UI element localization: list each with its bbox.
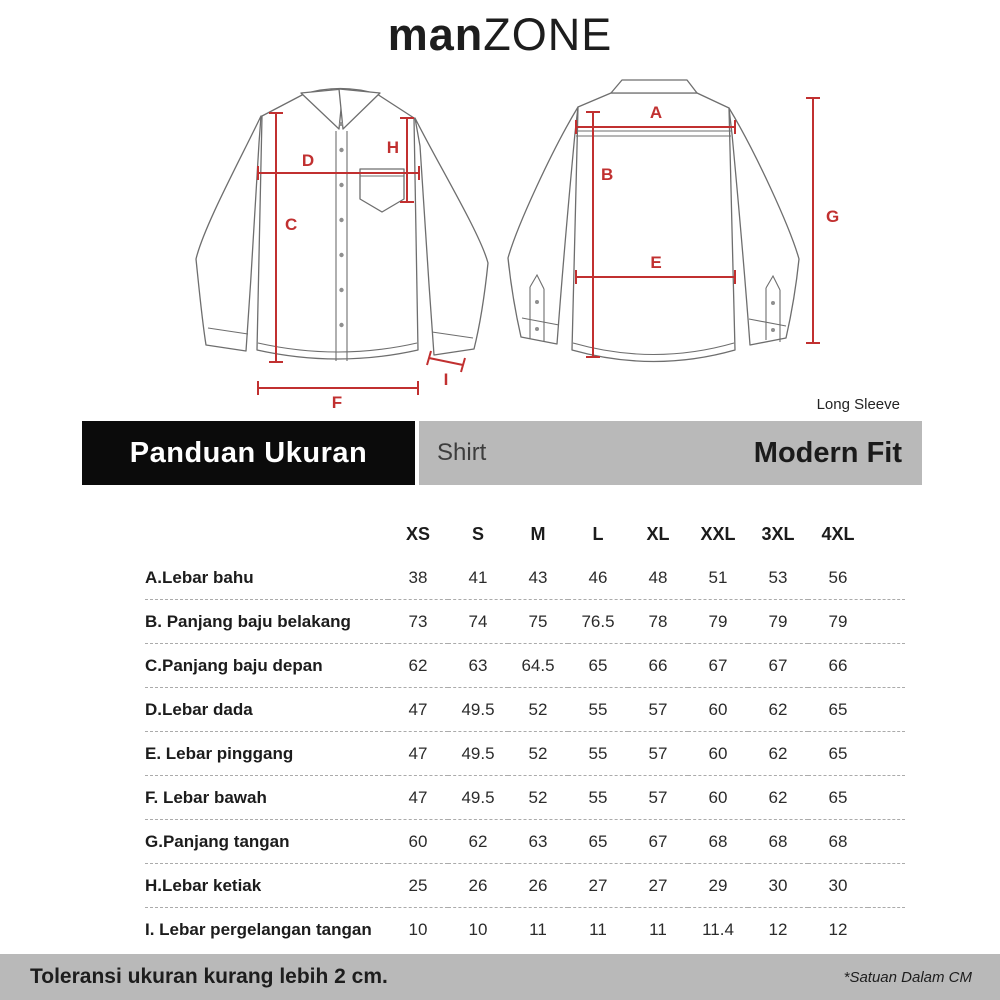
column-header-3xl: 3XL [761,523,795,544]
table-row [145,908,905,952]
size-table-header-row [145,512,905,556]
measure-label-f: F [331,393,343,412]
spacer-cell [868,644,905,688]
product-category-label: Shirt [437,439,487,466]
measure-label-b: B [601,165,614,184]
unit-note: *Satuan Dalam CM [843,968,972,986]
spacer-cell [868,776,905,820]
measurement-row-label: G.Panjang tangan [145,820,388,864]
size-value: 10 [408,919,428,939]
table-row [145,600,905,644]
measurement-row-label: H.Lebar ketiak [145,864,388,908]
size-value: 66 [628,644,688,688]
size-value: 64.5 [508,644,568,688]
size-value: 68 [688,820,748,864]
size-value: 62 [748,776,808,820]
size-value: 48 [628,556,688,600]
size-value: 43 [508,556,568,600]
measure-label-i: I [443,370,449,389]
measurement-row-label: B. Panjang baju belakang [145,600,388,644]
size-value: 41 [448,556,508,600]
size-value: 27 [628,864,688,908]
measure-label-d: D [301,151,315,170]
size-value: 67 [748,644,808,688]
brand-logo-bold: man [387,9,484,60]
title-bar-right [419,421,922,485]
size-value: 29 [688,864,748,908]
measure-label-a: A [649,103,663,122]
size-value: 60 [688,776,748,820]
size-value: 26 [508,864,568,908]
table-row [145,776,905,820]
measure-label-g: G [826,207,840,226]
size-value: 65 [808,776,868,820]
measure-label-h: H [386,138,399,157]
size-value: 60 [688,732,748,776]
size-value: 52 [508,688,568,732]
size-value: 65 [568,644,628,688]
size-value: 11 [529,919,547,939]
shirt-front-drawing [196,89,488,362]
spacer-cell [868,688,905,732]
size-value: 12 [828,919,848,939]
size-value: 65 [568,820,628,864]
measurement-row-label: F. Lebar bawah [145,776,388,820]
size-value: 62 [748,688,808,732]
size-value: 74 [448,600,508,644]
size-value: 49.5 [448,732,508,776]
size-value: 73 [388,600,448,644]
table-row [145,644,905,688]
size-value: 78 [628,600,688,644]
brand-logo-light: ZONE [483,9,613,60]
table-row [145,864,905,908]
column-header-m: M [530,523,546,544]
column-header-xl: XL [646,523,670,544]
size-value: 67 [628,820,688,864]
column-header-s: S [471,523,484,544]
measurement-row-label: D.Lebar dada [145,688,388,732]
sleeve-type-label: Long Sleeve [816,396,900,413]
spacer-cell [868,556,905,600]
measurement-row-label: A.Lebar bahu [145,556,388,600]
size-value: 62 [388,644,448,688]
size-value: 68 [748,820,808,864]
column-header-l: L [592,523,604,544]
size-value: 47 [388,776,448,820]
row-label-header [145,512,388,556]
size-value: 30 [748,864,808,908]
size-value: 75 [508,600,568,644]
measure-label-e: E [650,253,662,272]
size-value: 67 [688,644,748,688]
size-value: 11.4 [702,919,734,939]
spacer-cell [868,512,905,556]
size-value: 38 [388,556,448,600]
table-row [145,688,905,732]
size-value: 62 [448,820,508,864]
size-value: 30 [808,864,868,908]
size-value: 57 [628,732,688,776]
size-value: 47 [388,688,448,732]
spacer-cell [868,908,905,952]
size-table [145,512,905,951]
spacer-cell [868,864,905,908]
size-value: 55 [568,688,628,732]
column-header-4xl: 4XL [821,523,855,544]
measure-label-c: C [285,215,298,234]
measurement-row-label: I. Lebar pergelangan tangan [145,919,372,939]
size-value: 47 [388,732,448,776]
table-row [145,556,905,600]
spacer-cell [868,820,905,864]
size-value: 46 [568,556,628,600]
size-value: 66 [808,644,868,688]
column-header-xs: XS [405,523,430,544]
size-value: 11 [589,919,607,939]
size-value: 62 [748,732,808,776]
size-value: 51 [688,556,748,600]
size-value: 27 [568,864,628,908]
size-value: 79 [688,600,748,644]
size-value: 26 [448,864,508,908]
size-value: 68 [808,820,868,864]
size-value: 65 [808,732,868,776]
size-value: 55 [568,776,628,820]
size-value: 56 [808,556,868,600]
size-value: 79 [748,600,808,644]
size-guide-title-text: Panduan Ukuran [129,436,368,469]
size-value: 52 [508,776,568,820]
size-value: 65 [808,688,868,732]
shirt-measurement-diagram [80,70,920,420]
size-value: 76.5 [568,600,628,644]
size-value: 53 [748,556,808,600]
size-value: 55 [568,732,628,776]
shirt-back-drawing [508,80,799,362]
size-value: 25 [388,864,448,908]
size-table-body [145,556,905,951]
table-row [145,820,905,864]
size-value: 49.5 [448,688,508,732]
size-value: 57 [628,776,688,820]
size-value: 49.5 [448,776,508,820]
tolerance-note: Toleransi ukuran kurang lebih 2 cm. [30,965,388,988]
spacer-cell [868,600,905,644]
size-guide-title [82,421,415,485]
measurement-row-label: C.Panjang baju depan [145,644,388,688]
spacer-cell [868,732,905,776]
table-row [145,732,905,776]
size-value: 60 [688,688,748,732]
size-value: 11 [649,919,667,939]
fit-type-label: Modern Fit [753,436,902,469]
size-value: 52 [508,732,568,776]
size-value: 60 [388,820,448,864]
footer-bar [0,954,1000,1000]
column-header-xxl: XXL [700,523,736,544]
size-value: 57 [628,688,688,732]
measurement-row-label: E. Lebar pinggang [145,732,388,776]
size-value: 63 [448,644,508,688]
size-value: 12 [768,919,788,939]
brand-logo [0,10,1000,60]
size-value: 10 [468,919,488,939]
size-value: 79 [808,600,868,644]
size-value: 63 [508,820,568,864]
